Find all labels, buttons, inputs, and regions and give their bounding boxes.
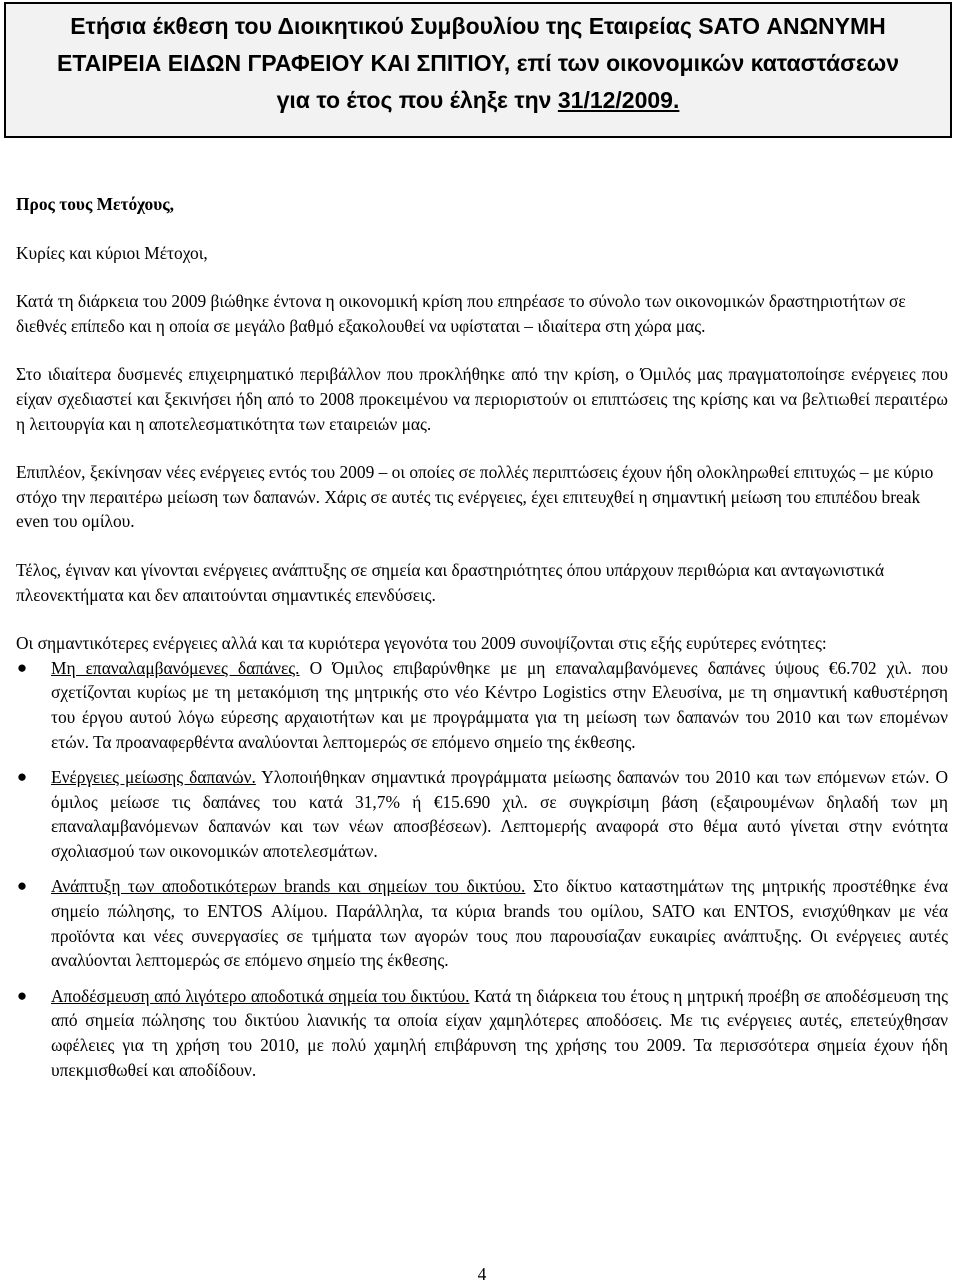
paragraph-actions: Στο ιδιαίτερα δυσμενές επιχειρηματικό περιβάλλον που προκλήθηκε από την κρίση, ο Όμιλός μας πραγματοποίησε ενέργειες που είχαν σχεδιαστεί και ξεκινήσει ήδη από το 2008 προκειμένου να περιοριστούν οι επιπτώσεις της κρίσης και να βελτιωθεί περαιτέρω η λειτουργία και η αποτελεσματικότητα των εταιρειών μας. bbox=[16, 364, 948, 434]
title-line-2: ΕΤΑΙΡΕΙΑ ΕΙΔΩΝ ΓΡΑΦΕΙΟΥ ΚΑΙ ΣΠΙΤΙΟΥ, επί των οικονομικών καταστάσεων bbox=[57, 50, 899, 76]
bullet-text: Υλοποιήθηκαν σημαντικά προγράμματα μείωσης δαπανών του 2010 και των επόμενων ετών. Ο όμιλος μείωσε τις δαπάνες του κατά 31,7% ή €15.690 χιλ. σε συγκρίσιμη βάση (εξαιρουμένων δηλαδή των μη επαναλαμβανόμενων δαπανών και των νέων αποσβέσεων). Λεπτομερής αναφορά στο θέμα αυτό γίνεται στην ενότητα σχολιασμού των οικονομικών αποτελεσμάτων. bbox=[51, 767, 949, 861]
paragraph-new-actions: Επιπλέον, ξεκίνησαν νέες ενέργειες εντός του 2009 – οι οποίες σε πολλές περιπτώσεις έχουν ήδη ολοκληρωθεί επιτυχώς – με κύριο στόχο την περαιτέρω μείωση των δαπανών. Χάρις σε αυτές τις ενέργειες, έχει επιτευχθεί η σημαντική μείωση του επιπέδου break even του ομίλου. bbox=[16, 462, 934, 532]
paragraph-crisis: Κατά τη διάρκεια του 2009 βιώθηκε έντονα η οικονομική κρίση που επηρέασε το σύνολο των οικονομικών δραστηριοτήτων σε διεθνές επίπεδο και η οποία σε μεγάλο βαθμό εξακολουθεί να υφίσταται – ιδιαίτερα στη χώρα μας. bbox=[16, 291, 906, 336]
list-item bbox=[16, 656, 948, 754]
document-body bbox=[16, 192, 948, 1093]
report-title-box bbox=[4, 2, 952, 138]
title-date: 31/12/2009. bbox=[557, 87, 680, 113]
bullet-text: Ο Όμιλος επιβαρύνθηκε με μη επαναλαμβανόμενες δαπάνες ύψους €6.702 χιλ. που σχετίζονται κυρίως με τη μετακόμιση της μητρικής στο νέο Κέντρο Logistics στην Ελευσίνα, με τη σημαντική καθυστέρηση του έργου αυτού λόγω εύρεσης αρχαιοτήτων και με προγράμματα για τη μείωση των δαπανών του 2010 και των επομένων ετών. Τα προαναφερθέντα αναλύονται λεπτομερώς σε επόμενο σημείο της έκθεσης. bbox=[51, 657, 948, 752]
key-events-list bbox=[16, 656, 948, 1083]
list-item bbox=[16, 984, 948, 1082]
bullet-text: Στο δίκτυο καταστημάτων της μητρικής προστέθηκε ένα σημείο πώλησης, το ENTOS Αλίμου. Παράλληλα, τα κύρια brands του ομίλου, SATO και ENTOS, ενισχύθηκαν με νέα προϊόντα και νέες συνεργασίες σε τμήματα των αγορών τους που παρουσίαζαν ευκαιρίες ανάπτυξης. Οι ενέργειες αυτές αναλύονται λεπτομερώς σε επόμενο σημείο της έκθεσης. bbox=[51, 876, 949, 971]
letter-heading: Προς τους Μετόχους, bbox=[16, 194, 174, 214]
bullet-title: Μη επαναλαμβανόμενες δαπάνες. bbox=[51, 657, 300, 678]
bullet-title: Αποδέσμευση από λιγότερο αποδοτικά σημεία του δικτύου. bbox=[51, 985, 470, 1006]
salutation: Κυρίες και κύριοι Μέτοχοι, bbox=[16, 242, 208, 263]
title-line-3-prefix: για το έτος που έληξε την bbox=[276, 87, 558, 113]
list-item bbox=[16, 874, 948, 972]
title-line-3 bbox=[16, 82, 940, 119]
bullet-icon: ● bbox=[16, 767, 28, 787]
paragraph-growth: Τέλος, έγιναν και γίνονται ενέργειες ανάπτυξης σε σημεία και δραστηριότητες όπου υπάρχουν περιθώρια και ανταγωνιστικά πλεονεκτήματα και δεν απαιτούνται σημαντικές επενδύσεις. bbox=[16, 559, 885, 605]
title-line-1: Ετήσια έκθεση του Διοικητικού Συμβουλίου της Εταιρείας SATO ΑΝΩΝΥΜΗ bbox=[70, 13, 886, 39]
bullet-icon: ● bbox=[16, 657, 28, 677]
bullet-title: Ενέργειες μείωσης δαπανών. bbox=[51, 767, 256, 788]
paragraph-summary-intro: Οι σημαντικότερες ενέργειες αλλά και τα κυριότερα γεγονότα του 2009 συνοψίζονται στις εξής ευρύτερες ενότητες: bbox=[16, 633, 827, 654]
bullet-icon: ● bbox=[16, 985, 28, 1005]
bullet-text: Κατά τη διάρκεια του έτους η μητρική προέβη σε αποδέσμευση της από σημεία πώλησης του δικτύου λιανικής τα οποία είχαν χαμηλότερες αποδόσεις. Με τις ενέργειες αυτές, επετεύχθησαν ωφέλειες για τη χρήση του 2010, με πολύ χαμηλή επιβάρυνση της χρήσης του 2009. Τα περισσότερα σημεία έχουν ήδη υπεκμισθωθεί και αποδίδουν. bbox=[51, 985, 948, 1080]
list-item bbox=[16, 765, 948, 863]
page-number: 4 bbox=[477, 1264, 487, 1284]
bullet-title: Ανάπτυξη των αποδοτικότερων brands και σημείων του δικτύου. bbox=[51, 876, 526, 897]
bullet-icon: ● bbox=[16, 876, 28, 896]
